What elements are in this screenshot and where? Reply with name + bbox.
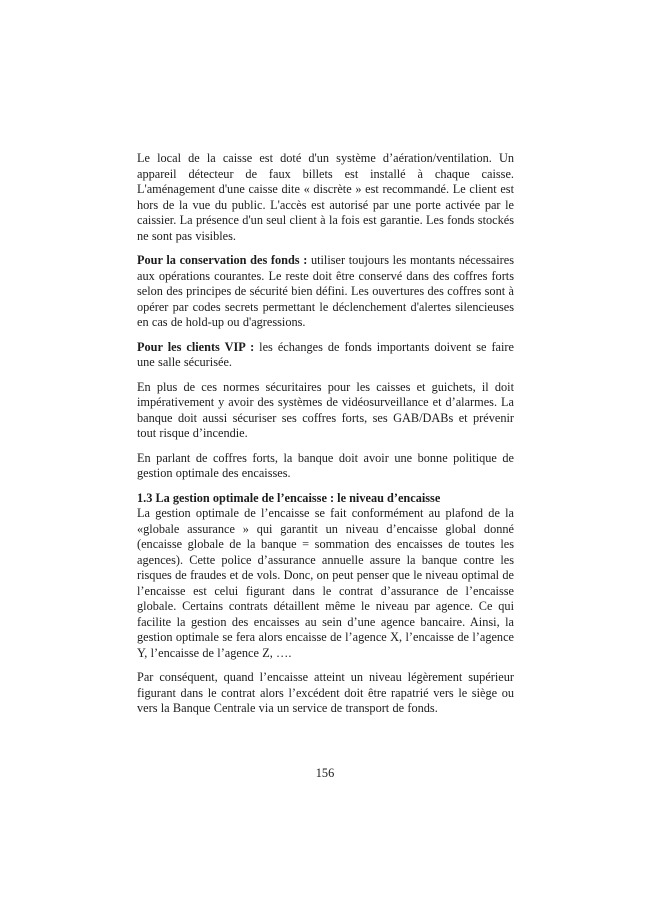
paragraph-text: les échanges de fonds importants doivent se faire une salle sécurisée. — [137, 339, 514, 369]
paragraph-lead: Pour la conservation des fonds : — [137, 253, 308, 267]
paragraph-text: utiliser toujours les montants nécessaires aux opérations courantes. Le reste doit être conservé dans des coffres forts selon des principes de sécurité bien défini. Les ouvertures des coffres sont à opérer par codes secrets permettant le déclenchement d'alertes silencieuses en cas de hold-up ou d'agressions. — [137, 253, 515, 329]
paragraph-lead: Pour les clients VIP : — [137, 339, 255, 354]
section-heading: 1.3 La gestion optimale de l’encaisse : le niveau d’encaisse — [137, 490, 441, 505]
paragraph: Le local de la caisse est doté d'un système d’aération/ventilation. Un appareil détecteur de faux billets est installé à chaque caisse. L'aménagement d'une caisse dite « discrète » est recommandé. Le client est hors de la vue du public. L'accès est autorisé par une porte activée par le caissier. La présence d'un seul client à la fois est garantie. Les fonds stockés ne sont pas visibles. — [137, 151, 514, 243]
text-block — [137, 151, 514, 726]
paragraph — [137, 253, 514, 331]
paragraph: En parlant de coffres forts, la banque doit avoir une bonne politique de gestion optimale des encaisses. — [137, 450, 514, 480]
paragraph: La gestion optimale de l’encaisse se fait conformément au plafond de la «globale assurance » qui garantit un niveau d’encaisse global donné (encaisse globale de la banque = sommation des encaisses de toutes les agences). Cette police d’assurance annuelle assure la banque contre les risques de fraudes et de vols. Donc, on peut penser que le niveau optimal de l’encaisse est celui figurant dans le contrat d’assurance de l’encaisse globale. Certains contrats détaillent même le niveau par agence. Ce qui facilite la gestion des encaisses au sein d’une agence bancaire. Ainsi, la gestion optimale se fera alors encaisse de l’agence X, l’encaisse de l’agence Y, l’encaisse de l’agence Z, …. — [137, 506, 514, 660]
paragraph: En plus de ces normes sécuritaires pour les caisses et guichets, il doit impérativement y avoir des systèmes de vidéosurveillance et d’alarmes. La banque doit aussi sécuriser ses coffres forts, ses GAB/DABs et prévenir tout risque d’incendie. — [137, 379, 514, 440]
paragraph: Par conséquent, quand l’encaisse atteint un niveau légèrement supérieur figurant dans le contrat alors l’excédent doit être rapatrié vers le siège ou vers la Banque Centrale via un service de transport de fonds. — [137, 670, 514, 715]
page-number: 156 — [315, 766, 335, 780]
paragraph — [137, 340, 514, 371]
